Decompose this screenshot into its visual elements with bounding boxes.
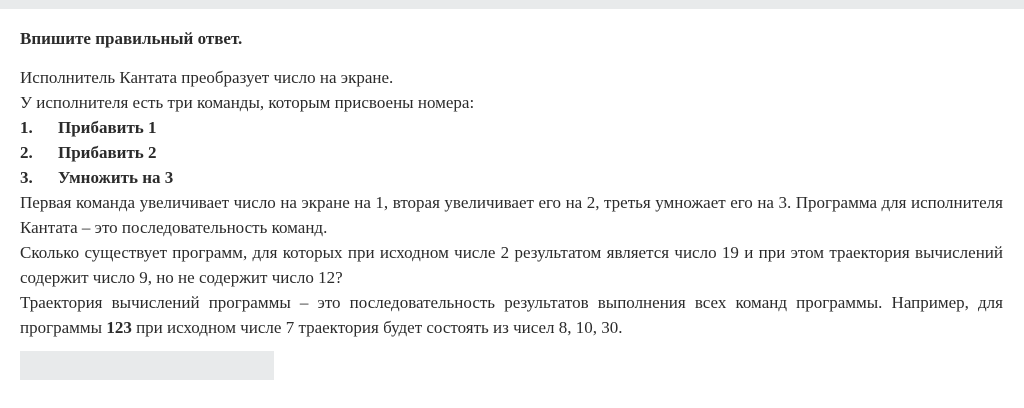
command-item-3 [20, 165, 1003, 190]
command-number: 2. [20, 143, 33, 162]
task-content [20, 26, 1003, 340]
task-instruction: Впишите правильный ответ. [20, 29, 243, 48]
task-question: Сколько существует программ, для которых при исходном числе 2 результатом является число 19 и при этом траектория вычислений содержит число 9, но не содержит число 12? [20, 243, 1003, 287]
intro-line-2: У исполнителя есть три команды, которым присвоены номера: [20, 93, 475, 112]
example-program: 123 [106, 318, 132, 337]
command-description: Первая команда увеличивает число на экране на 1, вторая увеличивает его на 2, третья умножает его на 3. Программа для исполнителя Кантата – это последовательность команд. [20, 193, 1003, 237]
command-label: Умножить на 3 [58, 168, 174, 187]
command-number: 3. [20, 168, 33, 187]
answer-input[interactable] [20, 351, 274, 380]
command-number: 1. [20, 118, 33, 137]
command-item-1 [20, 115, 1003, 140]
command-label: Прибавить 2 [58, 143, 157, 162]
trajectory-explanation [20, 290, 1003, 340]
command-item-2 [20, 140, 1003, 165]
trajectory-text-start: Траектория вычислений программы – это последовательность результатов выполнения всех команд программы. Например, для программы [20, 293, 1003, 337]
trajectory-text-end: при исходном числе 7 траектория будет состоять из чисел 8, 10, 30. [131, 318, 623, 337]
intro-line-1: Исполнитель Кантата преобразует число на экране. [20, 68, 394, 87]
top-bar [0, 0, 1024, 9]
command-label: Прибавить 1 [58, 118, 157, 137]
command-list [20, 115, 1003, 190]
